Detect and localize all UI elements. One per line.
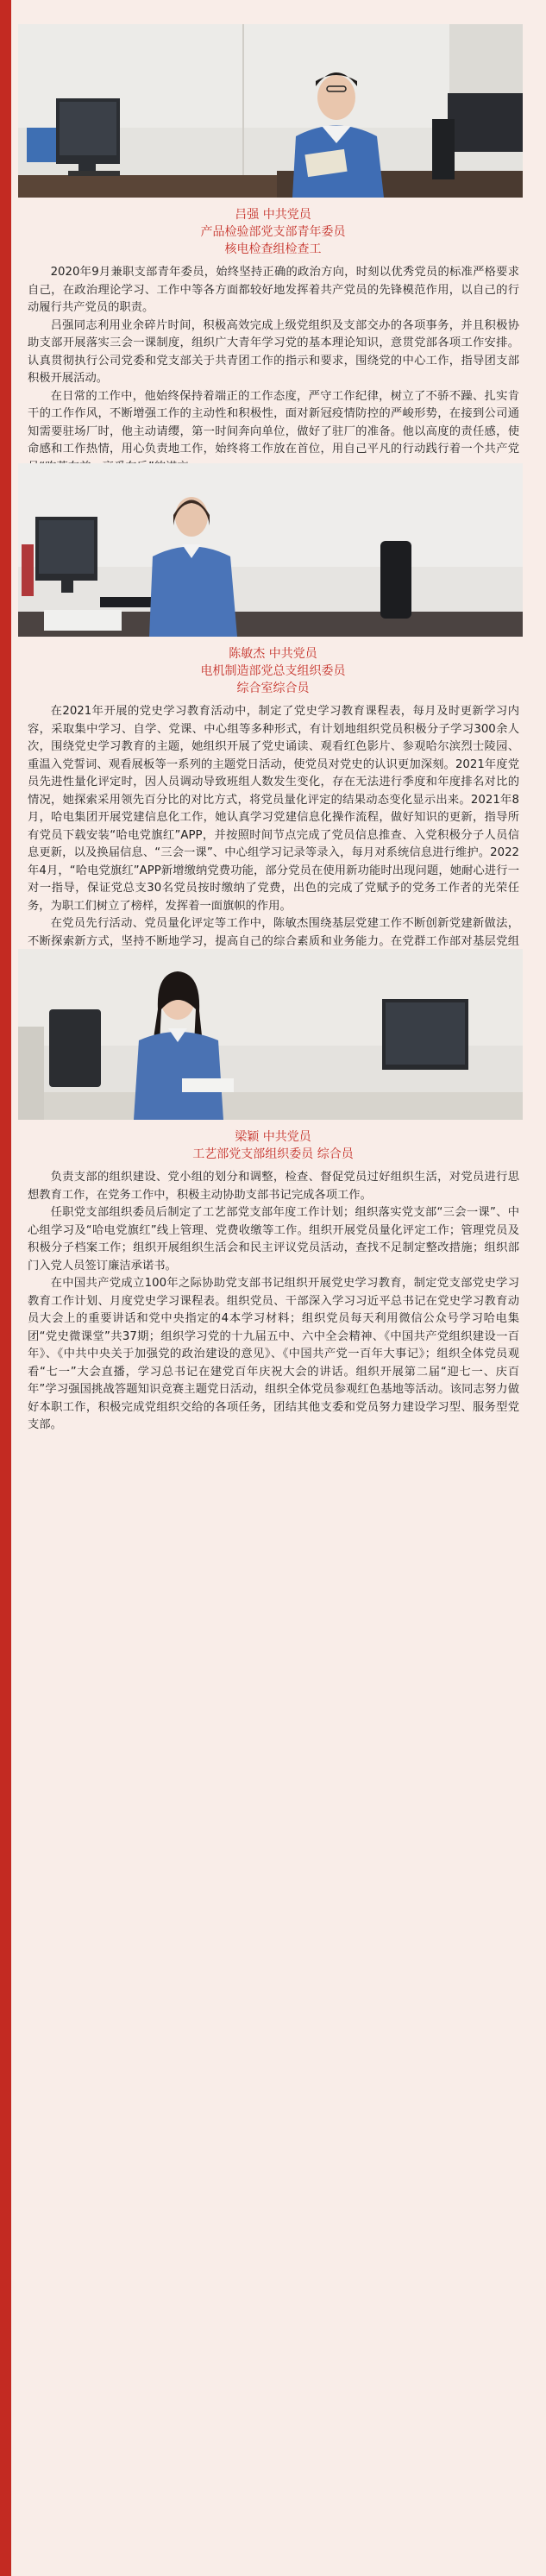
- caption-position-line: 核电检查组检查工: [224, 242, 322, 256]
- photo-lv-qiang: [18, 24, 523, 198]
- paragraph: 在党员先行活动、党员量化评定等工作中，陈敏杰围绕基层党建工作不断创新党建新做法，不断探索新方式，坚持不断地学习，提高自己的综合素质和业务能力。在党群工作部对基层党组: [28, 917, 519, 948]
- paragraph: 2020年9月兼职支部青年委员，始终坚持正确的政治方向，时刻以优秀党员的标准严格要求自己，在政治理论学习、工作中等各方面都较好地发挥着共产党员的先锋模范作用，以自己的行动履行共产党员的职责。: [28, 266, 519, 314]
- caption-position-line: 综合室综合员: [236, 682, 310, 695]
- paragraph: 任职党支部组织委员后制定了工艺部党支部年度工作计划；组织落实党支部“三会一课”、中心组学习及“哈电党旗红”线上管理、党费收缴等工作。组织开展党员量化评定工作；管理党员及积极分子档案工作；组织开展组织生活会和民主评议党员活动，查找不足制定整改措施；组织部门入党人员签订廉洁承诺书。: [28, 1206, 519, 1272]
- paragraph: 在日常的工作中，他始终保持着端正的工作态度，严守工作纪律，树立了不骄不躁、扎实肯干的工作作风，不断增强工作的主动性和积极性，面对新冠疫情防控的严峻形势，在接到公司通知需要驻场厂时，他主动请缨，第一时间奔向单位，做好了驻厂的准备。他以高度的责任感，使命感和工作热情，用心负责地工作，始终将工作放在首位，用自己平凡的行动践行着一个共产党: [28, 389, 519, 456]
- caption-name-line: 梁颖 中共党员: [235, 1130, 311, 1144]
- body-chen-minjie: [28, 703, 519, 969]
- caption-name-line: 吕强 中共党员: [235, 208, 311, 222]
- caption-role-line: 产品检验部党支部青年委员: [200, 225, 346, 239]
- photo-chen-minjie: [18, 463, 523, 637]
- paragraph: 吕强同志利用业余碎片时间，积极高效完成上级党组织及支部交办的各项事务，并且积极协助支部开展落实三会一课制度，组织广大青年学习党的基本理论知识，意贯党部各项工作安排。认真贯彻执行公司党委和党支部关于共青团工作的指示和要求，围绕党的中心工作，指导团支部积极开展活动。: [28, 318, 519, 385]
- paragraph: 在中国共产党成立100年之际协助党支部书记组织开展党史学习教育，制定党支部党史学习教育工作计划、月度党史学习课程表。组织党员、干部深入学习习近平总书记在党史学习教育动员大会上的重要讲话和党中央指定的4本学习材料；组织党员每天利用微信公众号学习哈电集团“党史微课堂”共37期；组织学习党的十九届五中、六中全会精神、《中国共产党组织建设一百年》、《中共中央关于加强党的政治建设的意见》、《中国共产党一百年大事记》；组织全体党员观看“七一”大会直播，学习总书记在建党百年庆祝大会的讲话。组织开展第二届“迎七一、庆百年”学习强国挑战答题知识竞赛主题党日活动，组织全体党员参观红色基地等活动。该同志努力做好本职工作，积极完成党组织交给的各项任务，团结其他支委和党员努力建设学习型、服务型党支部。: [28, 1277, 519, 1431]
- photo-liang-ying: [18, 949, 523, 1120]
- caption-lv-qiang: [0, 206, 546, 258]
- caption-liang-ying: [0, 1128, 546, 1163]
- body-liang-ying: [28, 1169, 519, 1435]
- caption-role-line: 电机制造部党总支组织委员: [200, 664, 346, 678]
- caption-chen-minjie: [0, 645, 546, 697]
- caption-name-line: 陈敏杰 中共党员: [229, 647, 317, 661]
- left-accent-bar: [0, 0, 11, 2576]
- paragraph: 负责支部的组织建设、党小组的划分和调整，检查、督促党员过好组织生活，对党员进行思想教育工作，在党务工作中，积极主动协助支部书记完成各项工作。: [28, 1171, 519, 1202]
- caption-role-line: 工艺部党支部组织委员 综合员: [192, 1147, 354, 1161]
- paragraph: 在2021年开展的党史学习教育活动中，制定了党史学习教育课程表，每月及时更新学习内容，采取集中学习、自学、党课、中心组等多种形式，有计划地组织党员积极分子学习300余人次，围绕党史学习教育的主题，她组织开展了党史诵读、观看红色影片、参观哈尔滨烈士陵园、重温入党誓词、观看展板等一系列的主题党日活动，使党员对党史的认识更加深刻。2021年度党员先进性量化评定时，因人员调动导致班组人数发生变化，存在无法进行季度和年度排名对比的情况，她探索采用领先百分比的对比方式，将党员量化评定的结果动态变化显示出来。2021年8月，哈电集团开展党建信息化工作，她认真学习党建信息化操作流程，做好知识的更新，指导所有党员下载安装“哈电党旗红”APP，并按照时间节点完成了党员信息推查、入党积极分子人员信息更新，以及换届信息、“三会一课”、中心组学习记录等录入，每月对系统信息进行维护。2022年4月，“哈电党旗红”APP新增缴纳党费功能，部分党员在使用新功能时出现问题，她耐心进行一对一指导，保证党总支30名党员按时缴纳了党费，出色的完成了党赋予的党务工作者的光荣任务，为职工们树立了榜样，发挥着一面旗帜的作用。: [28, 705, 519, 913]
